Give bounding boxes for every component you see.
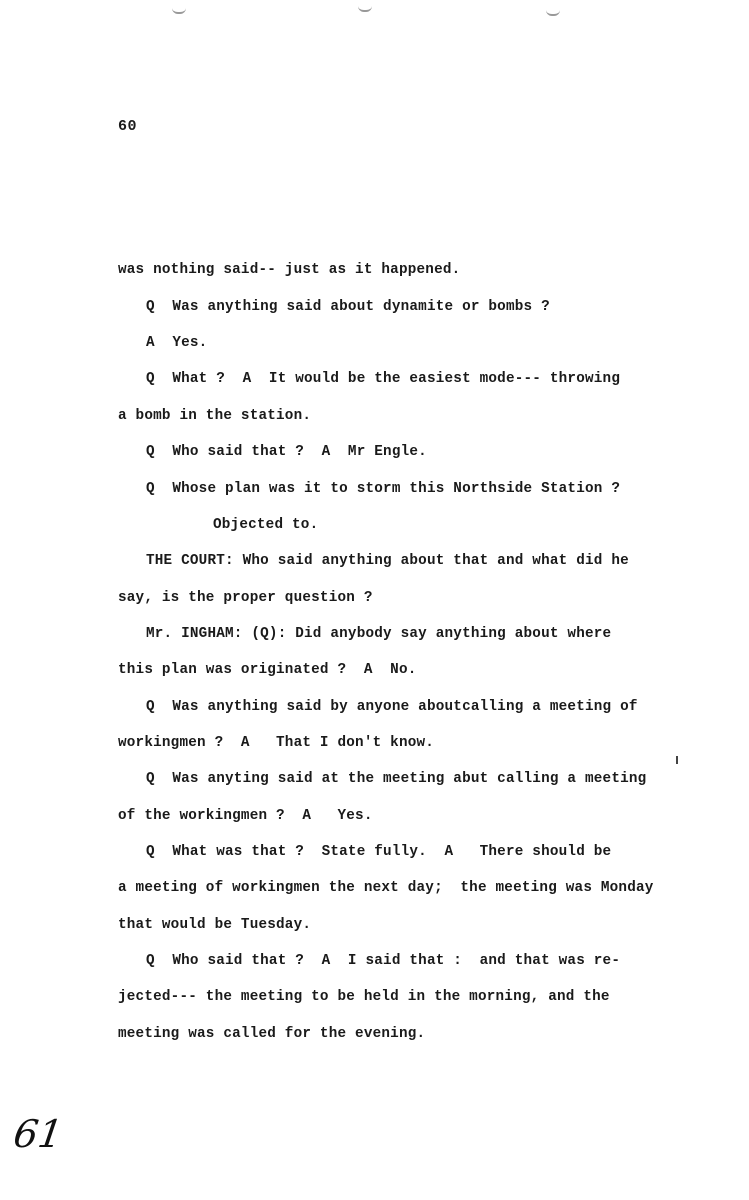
- transcript-line: Q Who said that ? A I said that : and that was re-: [146, 953, 621, 969]
- transcript-line: this plan was originated ? A No.: [118, 662, 417, 678]
- transcript-line: say, is the proper question ?: [118, 590, 373, 606]
- transcript-line: workingmen ? A That I don't know.: [118, 735, 435, 751]
- transcript-line: Q Was anything said about dynamite or bombs ?: [146, 299, 550, 315]
- handwritten-page-number: 61: [10, 1112, 66, 1156]
- transcript-line: a meeting of workingmen the next day; the meeting was Monday: [118, 880, 654, 896]
- transcript-line: A Yes.: [146, 335, 208, 351]
- transcript-line: Q Who said that ? A Mr Engle.: [146, 444, 427, 460]
- transcript-line: Objected to.: [213, 517, 319, 533]
- paper-speck: [358, 6, 372, 12]
- transcript-line: meeting was called for the evening.: [118, 1026, 426, 1042]
- transcript-line: was nothing said-- just as it happened.: [118, 262, 461, 278]
- transcript-line: Q Whose plan was it to storm this Northside Station ?: [146, 481, 621, 497]
- transcript-line: Q Was anything said by anyone aboutcalling a meeting of: [146, 699, 638, 715]
- transcript-line: Mr. INGHAM: (Q): Did anybody say anything about where: [146, 626, 612, 642]
- transcript-line: of the workingmen ? A Yes.: [118, 808, 373, 824]
- transcript-line: that would be Tuesday.: [118, 917, 312, 933]
- transcript-line: THE COURT: Who said anything about that and what did he: [146, 553, 629, 569]
- page-number: 60: [118, 118, 138, 135]
- stray-mark: [676, 756, 678, 764]
- transcript-line: Q Was anyting said at the meeting abut calling a meeting: [146, 771, 647, 787]
- paper-speck: [546, 10, 560, 16]
- transcript-line: Q What ? A It would be the easiest mode--- throwing: [146, 371, 621, 387]
- transcript-line: Q What was that ? State fully. A There should be: [146, 844, 612, 860]
- paper-speck: [172, 8, 186, 14]
- transcript-line: jected--- the meeting to be held in the morning, and the: [118, 989, 610, 1005]
- transcript-line: a bomb in the station.: [118, 408, 312, 424]
